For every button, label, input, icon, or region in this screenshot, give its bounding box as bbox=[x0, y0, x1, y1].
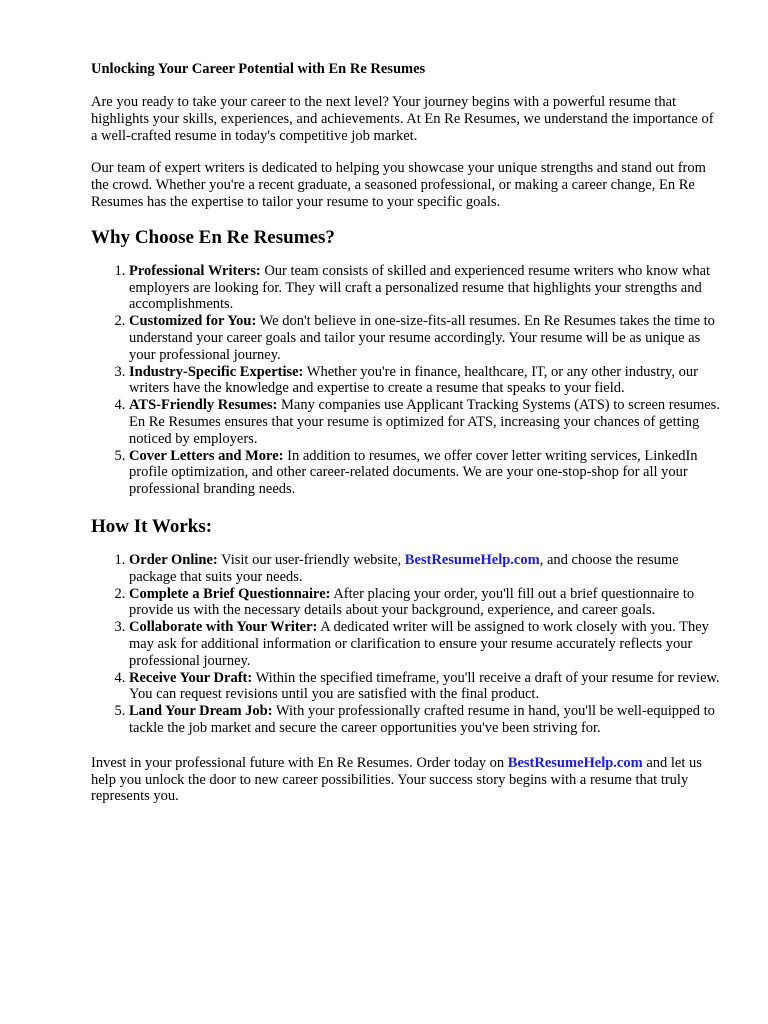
closing-paragraph bbox=[91, 755, 721, 805]
item-label: Cover Letters and More: bbox=[129, 447, 284, 464]
website-link[interactable]: BestResumeHelp.com bbox=[507, 754, 643, 771]
item-text: Our team consists of skilled and experienced resume writers who know what employers are looking for. They will craft a personalized resume that highlights your strengths and accomplishments. bbox=[129, 262, 711, 313]
list-item bbox=[129, 670, 721, 704]
closing-text: Invest in your professional future with En Re Resumes. Order today on bbox=[91, 754, 505, 771]
item-text: , and choose the resume package that suits your needs. bbox=[129, 551, 679, 585]
how-it-works-list bbox=[91, 552, 721, 737]
item-text: A dedicated writer will be assigned to work closely with you. They may ask for additional information or clarification to ensure your resume accurately reflects your professional journey. bbox=[129, 619, 709, 669]
item-label: Professional Writers: bbox=[129, 262, 261, 279]
list-item bbox=[129, 313, 721, 363]
item-text: In addition to resumes, we offer cover letter writing services, LinkedIn profile optimization, and other career-related documents. We are your one-stop-shop for all your professional branding needs. bbox=[129, 447, 698, 498]
list-item bbox=[129, 703, 721, 737]
list-item bbox=[129, 448, 721, 498]
item-text: With your professionally crafted resume in hand, you'll be well-equipped to tackle the job market and secure the career opportunities you've been striving for. bbox=[129, 703, 715, 736]
item-label: Order Online: bbox=[129, 551, 218, 568]
item-text: Within the specified timeframe, you'll receive a draft of your resume for review. You can request revisions until you are satisfied with the final product. bbox=[129, 669, 720, 703]
item-label: Complete a Brief Questionnaire: bbox=[129, 585, 331, 602]
document-page bbox=[91, 60, 721, 821]
why-choose-list bbox=[91, 263, 721, 498]
closing-text: and let us help you unlock the door to new career possibilities. Your success story begins with a resume that truly represents you. bbox=[91, 754, 702, 805]
item-text: Whether you're in finance, healthcare, IT, or any other industry, our writers have the knowledge and expertise to create a resume that speaks to your field. bbox=[129, 363, 698, 397]
intro-paragraph-1: Are you ready to take your career to the next level? Your journey begins with a powerful resume that highlights your skills, experiences, and achievements. At En Re Resumes, we understand the importance of a well-crafted resume in today's competitive job market. bbox=[91, 94, 714, 144]
item-text: Many companies use Applicant Tracking Systems (ATS) to screen resumes. En Re Resumes ensures that your resume is optimized for ATS, increasing your chances of getting noticed by employers. bbox=[129, 397, 720, 447]
list-item bbox=[129, 619, 721, 669]
item-text: We don't believe in one-size-fits-all resumes. En Re Resumes takes the time to understand your career goals and tailor your resume accordingly. Your resume will be as unique as your professional journey. bbox=[129, 313, 715, 363]
item-label: Industry-Specific Expertise: bbox=[129, 363, 304, 380]
list-item bbox=[129, 364, 721, 398]
website-link[interactable]: BestResumeHelp.com bbox=[404, 551, 540, 568]
list-item bbox=[129, 397, 721, 447]
why-choose-heading: Why Choose En Re Resumes? bbox=[91, 226, 335, 248]
list-item bbox=[129, 263, 721, 313]
item-text: After placing your order, you'll fill out a brief questionnaire to provide us with the necessary details about your background, experience, and career goals. bbox=[129, 585, 695, 619]
item-text: Visit our user-friendly website, bbox=[221, 551, 402, 568]
item-label: Collaborate with Your Writer: bbox=[129, 619, 318, 636]
list-item bbox=[129, 586, 721, 620]
item-label: ATS-Friendly Resumes: bbox=[129, 397, 278, 414]
item-label: Receive Your Draft: bbox=[129, 669, 253, 686]
item-label: Land Your Dream Job: bbox=[129, 703, 273, 720]
list-item bbox=[129, 552, 721, 586]
intro-paragraph-2: Our team of expert writers is dedicated to helping you showcase your unique strengths and stand out from the crowd. Whether you're a recent graduate, a seasoned professional, or making a career change, En Re Resumes has the expertise to tailor your resume to your specific goals. bbox=[91, 160, 706, 210]
item-label: Customized for You: bbox=[129, 313, 257, 330]
how-it-works-heading: How It Works: bbox=[91, 515, 213, 537]
document-title: Unlocking Your Career Potential with En Re Resumes bbox=[91, 61, 426, 77]
